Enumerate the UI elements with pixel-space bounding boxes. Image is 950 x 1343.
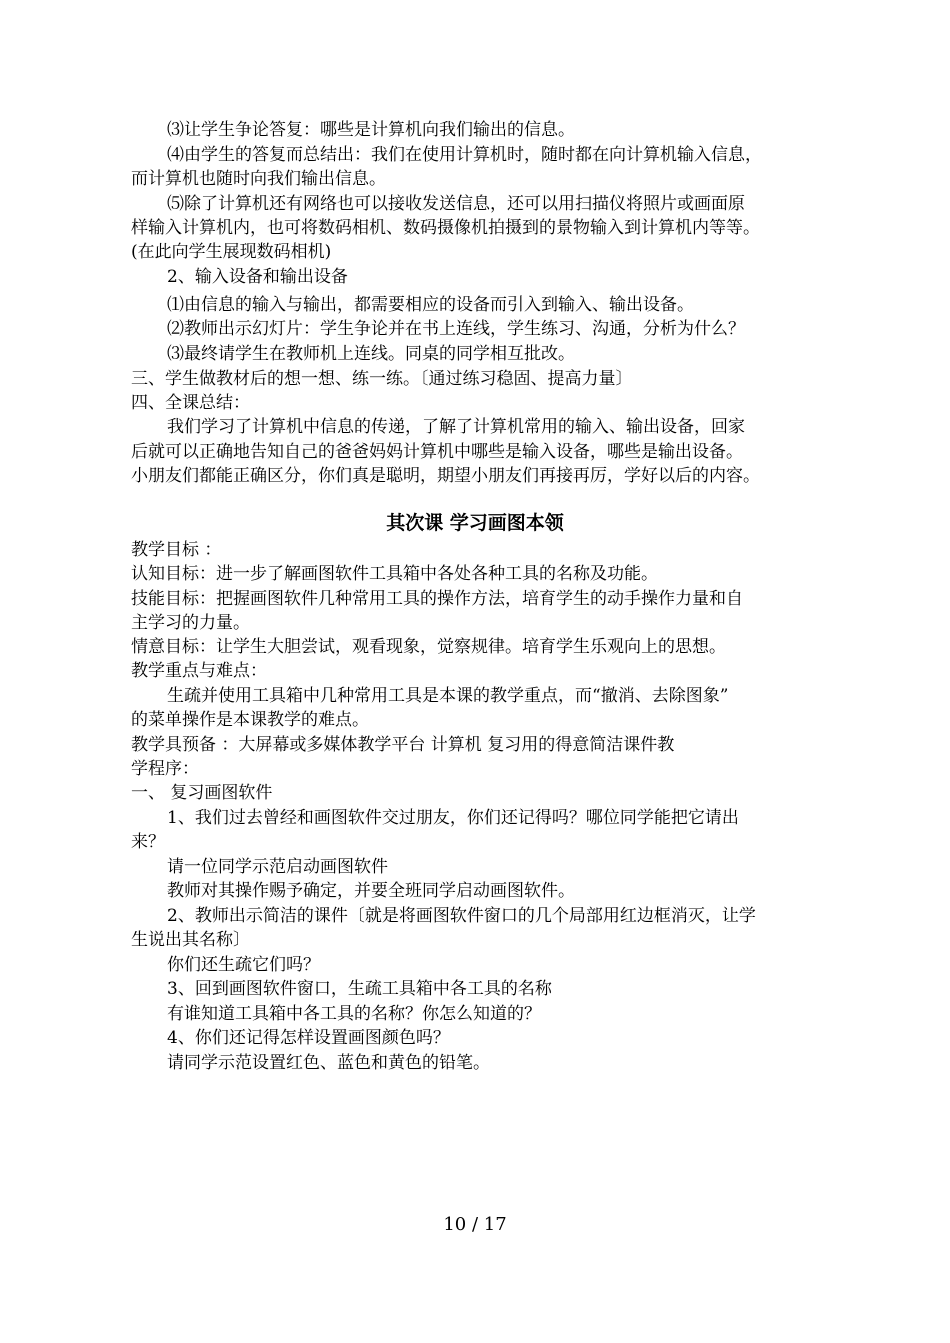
- text-line: 而计算机也随时向我们输出信息。: [131, 169, 386, 189]
- text-line: 认知目标：进一步了解画图软件工具箱中各处各种工具的名称及功能。: [131, 564, 658, 584]
- text-line: ⑷由学生的答复而总结出：我们在使用计算机时，随时都在向计算机输入信息，: [167, 145, 762, 165]
- page-current: 10: [443, 1214, 467, 1235]
- page-total: 17: [483, 1214, 507, 1235]
- text-line: 请同学示范设置红色、蓝色和黄色的铅笔。: [167, 1053, 490, 1073]
- text-line: ⑴由信息的输入与输出，都需要相应的设备而引入到输入、输出设备。: [167, 295, 694, 315]
- text-line: 教学重点与难点：: [131, 661, 267, 681]
- text-line: 后就可以正确地告知自己的爸爸妈妈计算机中哪些是输入设备，哪些是输出设备。: [131, 442, 743, 462]
- text-line: 样输入计算机内，也可将数码相机、数码摄像机拍摄到的景物输入到计算机内等等。: [131, 218, 760, 238]
- text-line: ⑸除了计算机还有网络也可以接收发送信息，还可以用扫描仪将照片或画面原: [167, 194, 745, 214]
- text-line: 教学具预备 ：大屏幕或多媒体教学平台 计算机 复习用的得意简洁课件教: [131, 735, 675, 755]
- text-line: (在此向学生展现数码相机): [131, 242, 332, 262]
- text-line: 主学习的力量。: [131, 613, 250, 633]
- text-line: 三、学生做教材后的想一想、练一练。〔通过练习稳固、提高力量〕: [131, 369, 633, 389]
- text-line: 1、我们过去曾经和画图软件交过朋友，你们还记得吗？哪位同学能把它请出: [167, 808, 739, 828]
- page-number: [0, 1214, 950, 1236]
- text-line: 小朋友们都能正确区分，你们真是聪明，期望小朋友们再接再厉，学好以后的内容。: [131, 466, 760, 486]
- text-line: ⑵教师出示幻灯片：学生争论并在书上连线，学生练习、沟通，分析为什么？: [167, 319, 745, 339]
- page-separator: /: [466, 1214, 484, 1235]
- text-line: 一、 复习画图软件: [131, 783, 273, 803]
- text-line: 生疏并使用工具箱中几种常用工具是本课的教学重点，而“撤消、去除图象”: [167, 686, 729, 706]
- text-line: 3、回到画图软件窗口，生疏工具箱中各工具的名称: [167, 979, 552, 999]
- text-line: 情意目标：让学生大胆尝试，观看现象，觉察规律。培育学生乐观向上的思想。: [131, 637, 726, 657]
- text-line: 请一位同学示范启动画图软件: [167, 857, 388, 877]
- text-line: 教师对其操作赐予确定，并要全班同学启动画图软件。: [167, 881, 575, 901]
- text-line: 2、教师出示简洁的课件〔就是将画图软件窗口的几个局部用红边框消灭，让学: [167, 906, 756, 926]
- section-title: 其次课 学习画图本领: [386, 512, 564, 534]
- text-line: 来？: [131, 832, 165, 852]
- text-line: 你们还生疏它们吗？: [167, 955, 320, 975]
- text-line: ⑶让学生争论答复：哪些是计算机向我们输出的信息。: [167, 120, 575, 140]
- text-line: 有谁知道工具箱中各工具的名称？你怎么知道的？: [167, 1004, 541, 1024]
- text-line: 四、全课总结：: [131, 393, 250, 413]
- text-line: 学程序：: [131, 759, 199, 779]
- text-line: 教学目标 ：: [131, 540, 222, 560]
- text-line: 2、输入设备和输出设备: [167, 267, 348, 287]
- text-line: ⑶最终请学生在教师机上连线。同桌的同学相互批改。: [167, 344, 575, 364]
- text-line: 生说出其名称〕: [131, 930, 250, 950]
- text-line: 技能目标：把握画图软件几种常用工具的操作方法，培育学生的动手操作力量和自: [131, 589, 743, 609]
- text-line: 我们学习了计算机中信息的传递，了解了计算机常用的输入、输出设备，回家: [167, 417, 745, 437]
- text-line: 的菜单操作是本课教学的难点。: [131, 710, 369, 730]
- text-line: 4、你们还记得怎样设置画图颜色吗？: [167, 1028, 450, 1048]
